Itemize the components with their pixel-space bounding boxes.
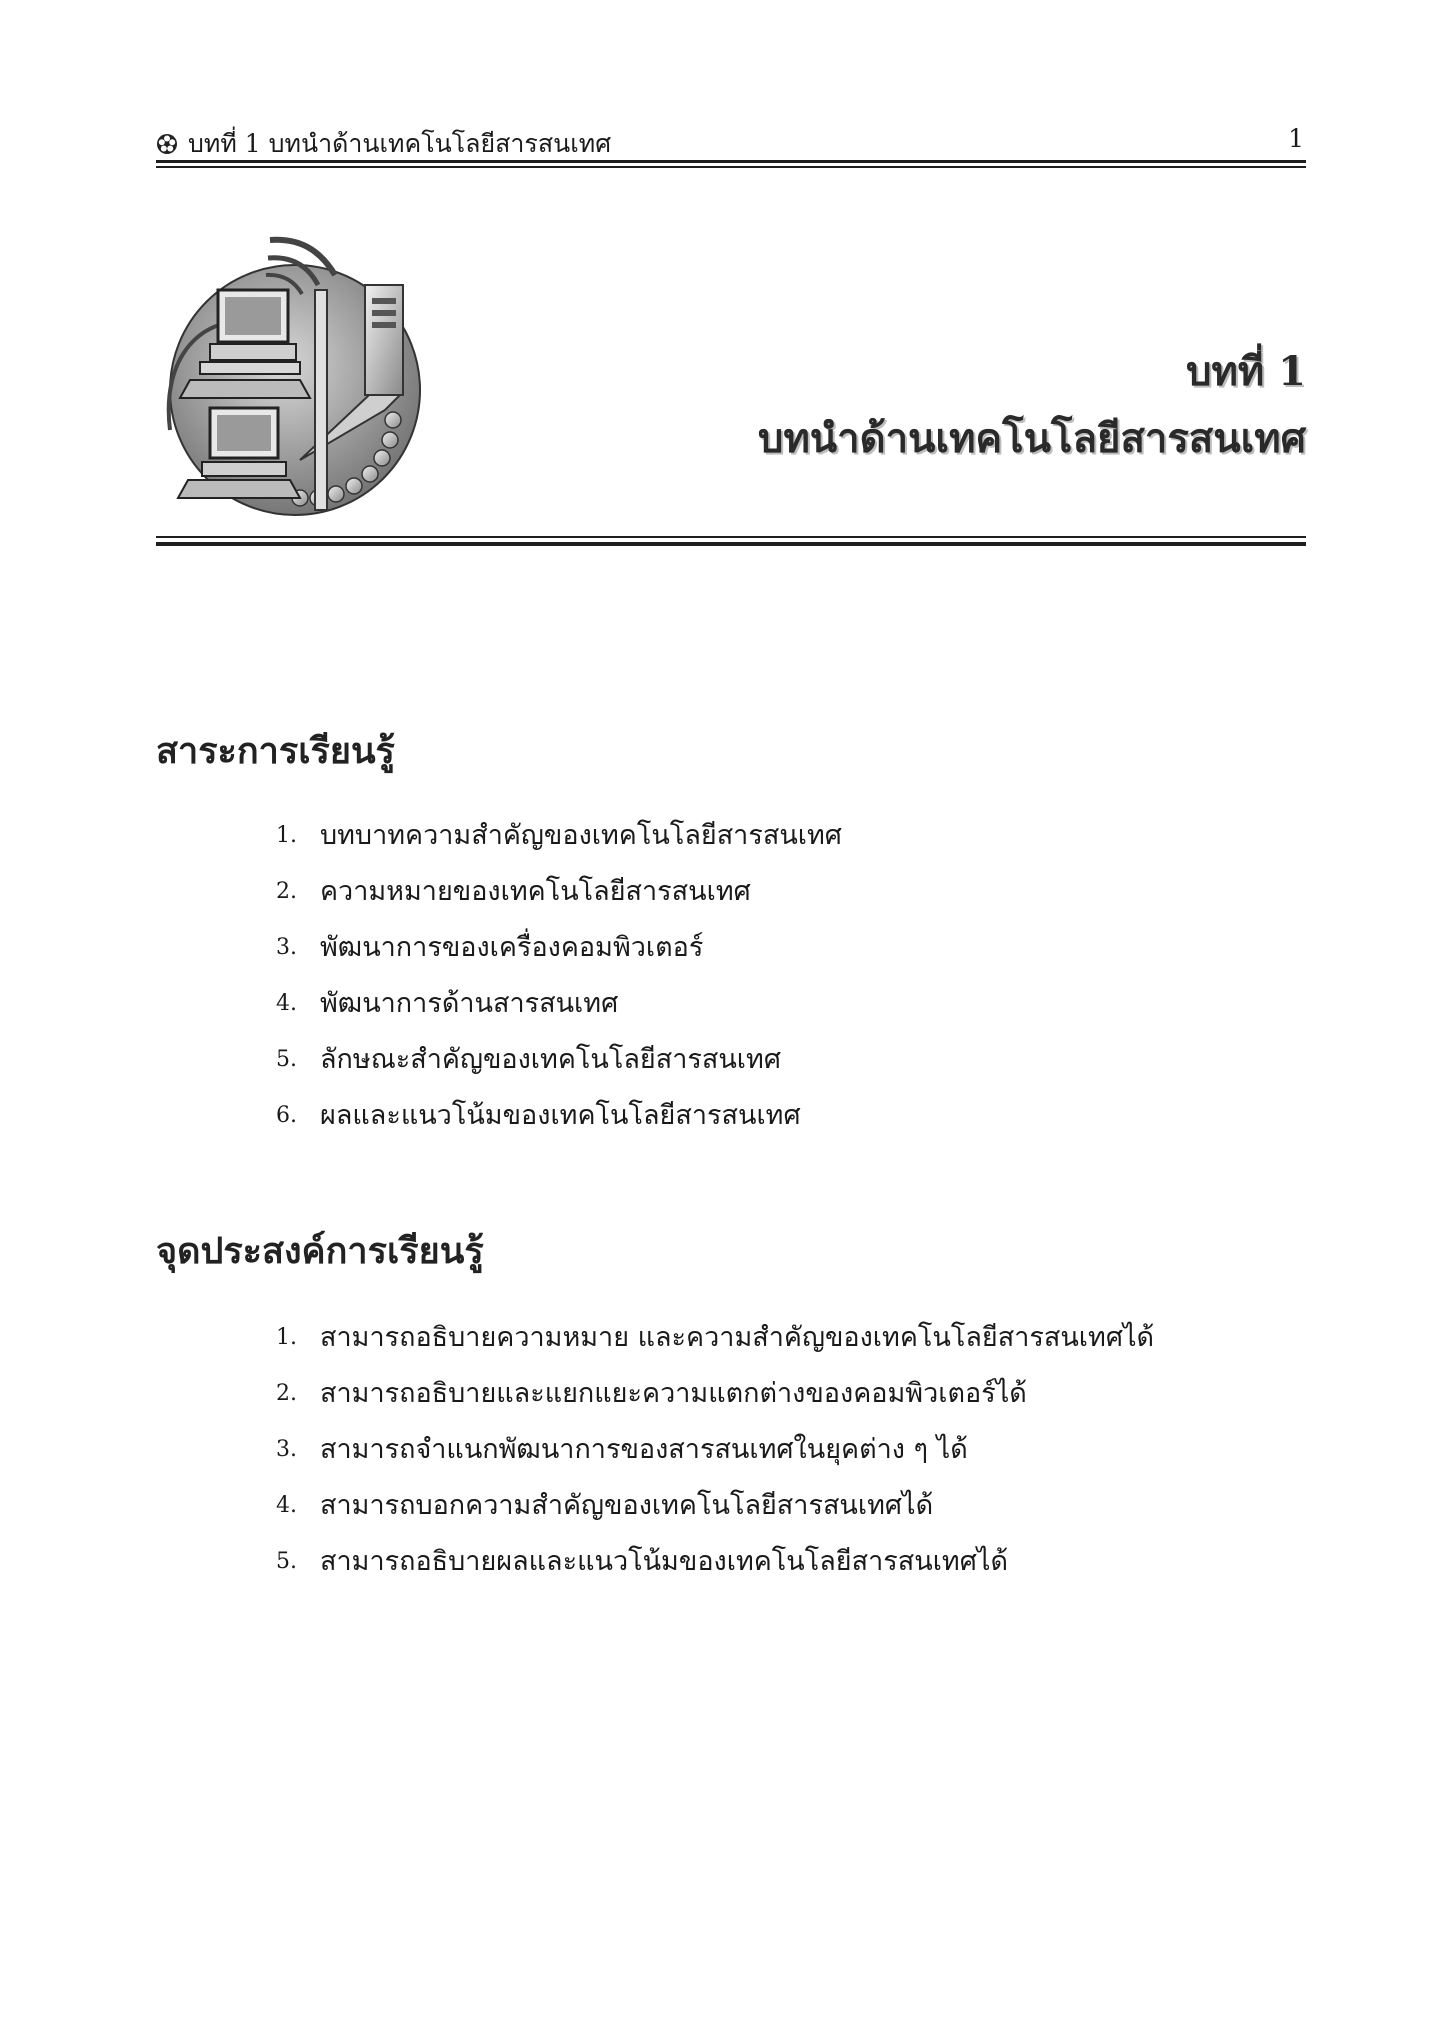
list-item: 2. สามารถอธิบายและแยกแยะความแตกต่างของคอมพิวเตอร์ได้	[276, 1378, 1027, 1409]
list-item: 6. ผลและแนวโน้มของเทคโนโลยีสารสนเทศ	[276, 1100, 801, 1131]
list-item: 5. สามารถอธิบายผลและแนวโน้มของเทคโนโลยีสารสนเทศได้	[276, 1546, 1008, 1577]
learning-objectives-list	[276, 1310, 1154, 1590]
header-rule-thick	[156, 160, 1306, 163]
title-rule-thin	[156, 536, 1306, 538]
learning-content-heading: สาระการเรียนรู้	[156, 730, 395, 772]
learning-content-list	[276, 808, 842, 1144]
chapter-number: บทที่ 1	[1186, 348, 1306, 395]
list-item: 4. พัฒนาการด้านสารสนเทศ	[276, 988, 619, 1019]
running-header-title	[156, 124, 611, 164]
computer-network-illustration-icon	[150, 230, 440, 530]
list-item: 2. ความหมายของเทคโนโลยีสารสนเทศ	[276, 876, 751, 907]
list-item: 1. บทบาทความสำคัญของเทคโนโลยีสารสนเทศ	[276, 820, 842, 851]
flower-bullet-icon	[156, 133, 178, 155]
chapter-title: บทนำด้านเทคโนโลยีสารสนเทศ	[758, 415, 1306, 462]
learning-objectives-heading: จุดประสงค์การเรียนรู้	[156, 1230, 484, 1272]
list-item: 4. สามารถบอกความสำคัญของเทคโนโลยีสารสนเทศได้	[276, 1490, 934, 1521]
list-item: 3. พัฒนาการของเครื่องคอมพิวเตอร์	[276, 932, 704, 963]
title-rule-thick	[156, 542, 1306, 546]
chapter-title-block	[758, 340, 1306, 474]
list-item: 5. ลักษณะสำคัญของเทคโนโลยีสารสนเทศ	[276, 1044, 781, 1075]
list-item: 1. สามารถอธิบายความหมาย และความสำคัญของเทคโนโลยีสารสนเทศได้	[276, 1322, 1155, 1353]
running-header-text: บทที่ 1 บทนำด้านเทคโนโลยีสารสนเทศ	[188, 129, 612, 158]
header-rule-thin	[156, 166, 1306, 168]
page-number: 1	[1288, 124, 1304, 153]
list-item: 3. สามารถจำแนกพัฒนาการของสารสนเทศในยุคต่าง ๆ ได้	[276, 1434, 968, 1465]
running-header	[156, 118, 1306, 158]
